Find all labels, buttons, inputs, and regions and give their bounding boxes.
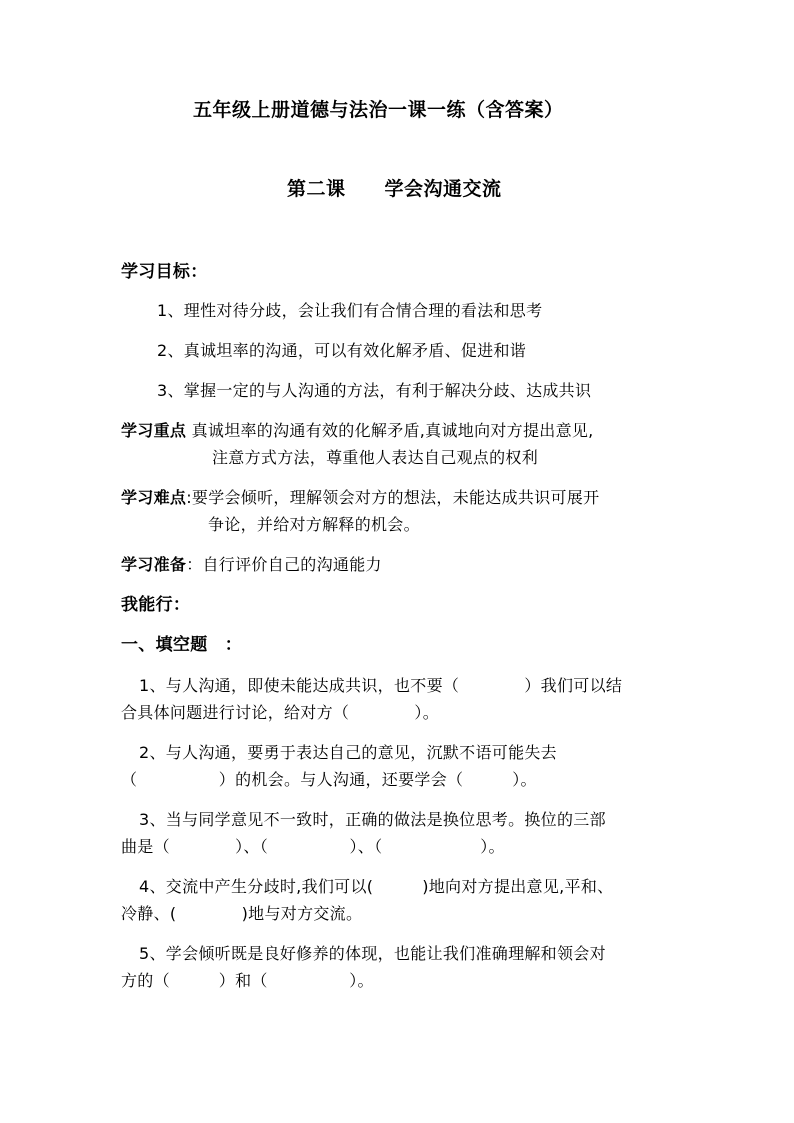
question-1-line-1: 1、与人沟通，即使未能达成共识，也不要（ ）我们可以结 (139, 676, 623, 695)
question-4-line-1: 4、交流中产生分歧时,我们可以( )地向对方提出意见,平和、 (139, 877, 614, 896)
question-1-line-2: 合具体问题进行讨论，给对方（ ）。 (121, 703, 440, 722)
question-4-line-2: 冷静、( )地与对方交流。 (121, 904, 363, 923)
difficulties-label: 学习难点 (121, 488, 187, 507)
key-points-label: 学习重点 (121, 421, 187, 440)
difficulties-text-2: 争论，并给对方解释的机会。 (208, 515, 420, 534)
preparation-label: 学习准备 (121, 555, 187, 574)
objective-item-2: 2、真诚坦率的沟通，可以有效化解矛盾、促进和谐 (157, 341, 527, 360)
question-2-line-2: （ ）的机会。与人沟通，还要学会（ ）。 (121, 770, 537, 789)
difficulties-text-1: :要学会倾听，理解领会对方的想法，未能达成共识可展开 (186, 488, 600, 507)
question-5-line-2: 方的（ ）和（ ）。 (121, 971, 374, 990)
objective-item-1: 1、理性对待分歧，会让我们有合情合理的看法和思考 (157, 301, 543, 320)
key-points-text-2: 注意方式方法，尊重他人表达自己观点的权利 (212, 448, 539, 467)
question-5-line-1: 5、学会倾听既是良好修养的体现，也能让我们准确理解和领会对 (139, 944, 606, 963)
key-points-text-1: 真诚坦率的沟通有效的化解矛盾,真诚地向对方提出意见, (191, 421, 594, 440)
question-3-line-2: 曲是（ ）、（ ）、（ ）。 (121, 837, 505, 856)
question-3-line-1: 3、当与同学意见不一致时，正确的做法是换位思考。换位的三部 (139, 810, 606, 829)
section1-heading: 一、填空题 ： (121, 635, 243, 655)
key-points (121, 420, 594, 442)
lesson-title: 第二课 学会沟通交流 (287, 178, 502, 200)
document-title: 五年级上册道德与法治一课一练（含答案） (193, 99, 564, 121)
objectives-heading: 学习目标： (121, 262, 208, 282)
objective-item-3: 3、掌握一定的与人沟通的方法，有利于解决分歧、达成共识 (157, 381, 592, 400)
i-can-heading: 我能行： (121, 595, 191, 615)
preparation-text: ：自行评价自己的沟通能力 (186, 555, 382, 574)
difficulties (121, 487, 599, 509)
question-2-line-1: 2、与人沟通，要勇于表达自己的意见，沉默不语可能失去 (139, 743, 557, 762)
preparation (121, 554, 382, 576)
